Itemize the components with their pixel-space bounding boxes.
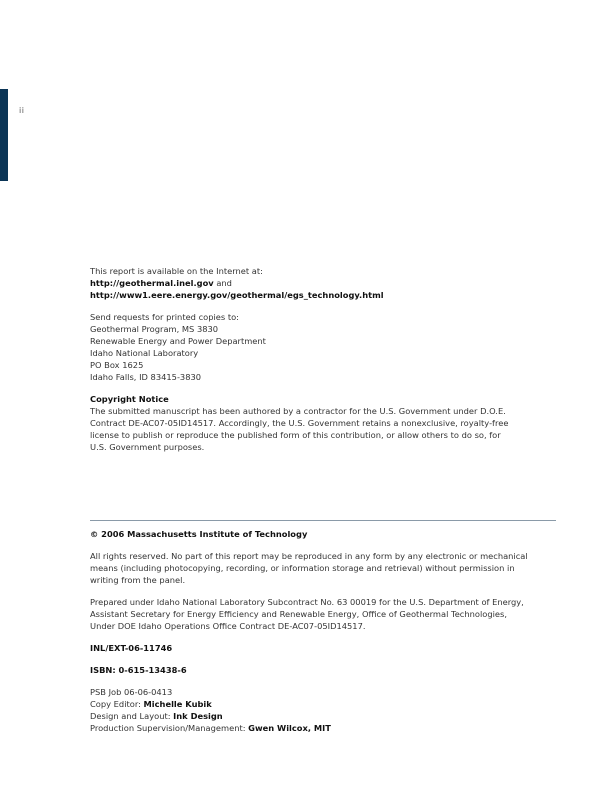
geothermal-inel-link[interactable]: http://geothermal.inel.gov bbox=[90, 278, 214, 288]
credit-production bbox=[90, 722, 556, 734]
availability-url-line-1 bbox=[90, 277, 556, 289]
availability-block bbox=[90, 265, 556, 301]
prepared-text: Assistant Secretary for Energy Efficiency and Renewable Energy, Office of Geothermal Technologies, bbox=[90, 609, 507, 619]
conjunction-text: and bbox=[213, 278, 232, 288]
credit-copy-editor bbox=[90, 698, 556, 710]
copyright-section bbox=[90, 520, 556, 734]
isbn: ISBN: 0-615-13438-6 bbox=[90, 665, 187, 675]
copyright-notice-text: Contract DE-AC07-05ID14517. Accordingly, the U.S. Government retains a nonexclusive, royalty-free bbox=[90, 418, 509, 428]
credit-value: Ink Design bbox=[173, 711, 223, 721]
copyright-notice-text: U.S. Government purposes. bbox=[90, 442, 205, 452]
prepared-block bbox=[90, 596, 556, 632]
address-line: Idaho National Laboratory bbox=[90, 348, 199, 358]
credit-label: Copy Editor: bbox=[90, 699, 144, 709]
copyright-notice-heading: Copyright Notice bbox=[90, 394, 169, 404]
address-line: Idaho Falls, ID 83415-3830 bbox=[90, 372, 202, 382]
availability-intro: This report is available on the Internet at: bbox=[90, 266, 263, 276]
rights-block bbox=[90, 550, 556, 586]
section-divider bbox=[90, 520, 556, 521]
credit-value: Michelle Kubik bbox=[143, 699, 212, 709]
requests-block bbox=[90, 311, 556, 383]
eere-egs-link[interactable]: http://www1.eere.energy.gov/geothermal/egs_technology.html bbox=[90, 290, 384, 300]
psb-job: PSB Job 06-06-0413 bbox=[90, 687, 173, 697]
rights-text: means (including photocopying, recording, or information storage and retrieval) without permission in bbox=[90, 563, 515, 573]
rights-text: All rights reserved. No part of this report may be reproduced in any form by any electronic or mechanical bbox=[90, 551, 528, 561]
page-number: ii bbox=[19, 106, 25, 115]
copyright-notice-text: The submitted manuscript has been authored by a contractor for the U.S. Government under D.O.E. bbox=[90, 406, 506, 416]
credit-label: Production Supervision/Management: bbox=[90, 723, 249, 733]
credit-label: Design and Layout: bbox=[90, 711, 174, 721]
page-edge-tab bbox=[0, 89, 8, 181]
requests-intro: Send requests for printed copies to: bbox=[90, 312, 239, 322]
address-line: Renewable Energy and Power Department bbox=[90, 336, 266, 346]
address-line: PO Box 1625 bbox=[90, 360, 144, 370]
credit-design-layout bbox=[90, 710, 556, 722]
prepared-text: Under DOE Idaho Operations Office Contract DE-AC07-05ID14517. bbox=[90, 621, 366, 631]
rights-text: writing from the panel. bbox=[90, 575, 186, 585]
copyright-notice-text: license to publish or reproduce the published form of this contribution, or allow others to do so, for bbox=[90, 430, 501, 440]
availability-and-notice-section bbox=[90, 265, 556, 453]
credits-block bbox=[90, 686, 556, 734]
copyright-notice-block bbox=[90, 393, 556, 453]
address-line: Geothermal Program, MS 3830 bbox=[90, 324, 219, 334]
copyright-heading: © 2006 Massachusetts Institute of Technology bbox=[90, 529, 308, 539]
credit-value: Gwen Wilcox, MIT bbox=[248, 723, 331, 733]
prepared-text: Prepared under Idaho National Laboratory Subcontract No. 63 00019 for the U.S. Department of Energy, bbox=[90, 597, 524, 607]
report-number: INL/EXT-06-11746 bbox=[90, 643, 173, 653]
